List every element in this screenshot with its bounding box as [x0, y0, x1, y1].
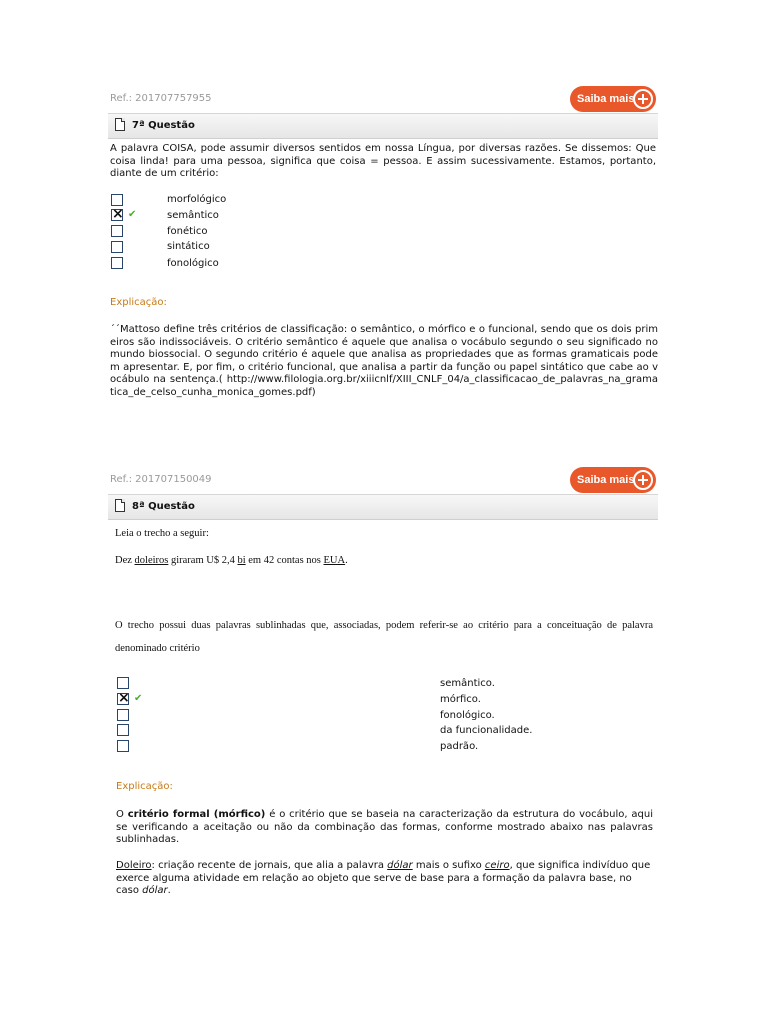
underlined-word: dólar — [387, 860, 413, 871]
explanation-text: , que significa indivíduo que exerce alguma atividade em relação ao objeto que serve de base para a formação da palavra base, no caso — [116, 860, 651, 896]
check-icon: ✔ — [128, 209, 137, 220]
plus-icon — [633, 89, 653, 109]
document-icon — [115, 118, 125, 131]
q8-title: 8ª Questão — [132, 501, 195, 512]
q8-ref: Ref.: 201707150049 — [110, 474, 212, 485]
q7-option-checkbox[interactable] — [111, 257, 123, 269]
saiba-mais-label: Saiba mais — [577, 474, 635, 486]
q7-title: 7ª Questão — [132, 120, 195, 131]
underlined-word: EUA — [323, 555, 346, 566]
q8-option-label: padrão. — [440, 741, 479, 752]
q8-explicacao-label: Explicação: — [116, 781, 173, 792]
sentence-text: giraram U$ 2,4 — [168, 555, 238, 566]
q8-option-label: da funcionalidade. — [440, 725, 533, 736]
q8-intro: Leia o trecho a seguir: — [115, 528, 209, 539]
underlined-word: doleiros — [134, 555, 169, 566]
q8-option-label: fonológico. — [440, 710, 495, 721]
q8-explanation-1 — [116, 809, 653, 847]
q7-option-label: morfológico — [167, 194, 227, 205]
q7-option-label: semântico — [167, 210, 219, 221]
q8-option-checkbox[interactable] — [117, 724, 129, 736]
q8-header — [108, 494, 658, 520]
explanation-text: é o critério que se baseia na caracterização da estrutura do vocábulo, aqui se verificando a aceitação ou não da combinação das formas, conforme mostrado abaixo nas palavras sublinhadas. — [116, 809, 653, 845]
q7-option-label: fonológico — [167, 258, 219, 269]
q8-statement: O trecho possui duas palavras sublinhadas que, associadas, podem referir-se ao critério para a conceituação de palavra denominado critério — [115, 620, 653, 654]
q7-explicacao-label: Explicação: — [110, 297, 167, 308]
underlined-word: bi — [237, 555, 246, 566]
q8-option-checkbox[interactable] — [117, 677, 129, 689]
underlined-word: Doleiro — [116, 860, 152, 871]
explanation-text: mais o sufixo — [412, 860, 485, 871]
q7-ref: Ref.: 201707757955 — [110, 93, 212, 104]
sentence-text: em 42 contas nos — [245, 555, 324, 566]
plus-icon — [633, 470, 653, 490]
saiba-mais-label: Saiba mais — [577, 93, 635, 105]
document-icon — [115, 499, 125, 512]
q7-option-checkbox[interactable] — [111, 225, 123, 237]
sentence-text: . — [345, 555, 348, 566]
q7-explanation: ´´Mattoso define três critérios de classificação: o semântico, o mórfico e o funcional, sendo que os dois primeiros são indissociáveis. O critério semântico é aquele que analisa o vocábulo segundo o seu significado no mundo biossocial. O segundo critério é aquele que analisa as propriedades que as formas gramaticais podem apresentar. E, por fim, o critério funcional, que analisa a partir da função ou papel sintático que cabe ao vocábulo na sentença.( http://www.filologia.org.br/xiiicnlf/XIII_CNLF_04/a_classificacao_de_palavras_na_gramatica_de_celso_cunha_monica_gomes.pdf) — [110, 324, 658, 398]
q7-option-checkbox[interactable] — [111, 194, 123, 206]
explanation-text: : criação recente de jornais, que alia a palavra — [151, 860, 388, 871]
explanation-text: . — [167, 885, 171, 896]
explanation-text: O — [116, 809, 128, 820]
q8-option-label: semântico. — [440, 678, 495, 689]
q8-option-checkbox-selected[interactable] — [117, 693, 129, 705]
sentence-text: Dez — [115, 555, 135, 566]
q7-option-checkbox[interactable] — [111, 241, 123, 253]
q7-option-label: sintático — [167, 241, 210, 252]
q8-saiba-mais-button[interactable] — [570, 467, 656, 493]
q7-statement: A palavra COISA, pode assumir diversos sentidos em nossa Língua, por diversas razões. Se dissemos: Que coisa linda! para uma pessoa, significa que coisa = pessoa. E assim sucessivamente. Estamos, portanto, diante de um critério: — [110, 143, 656, 179]
explanation-bold: critério formal (mórfico) — [127, 809, 266, 820]
check-icon: ✔ — [134, 693, 143, 704]
q8-sentence — [115, 555, 348, 566]
q7-option-label: fonético — [167, 226, 208, 237]
q7-option-checkbox-selected[interactable] — [111, 209, 123, 221]
q8-explanation-2 — [116, 860, 653, 898]
underlined-word: ceiro — [484, 860, 510, 871]
q7-saiba-mais-button[interactable] — [570, 86, 656, 112]
q8-option-checkbox[interactable] — [117, 709, 129, 721]
q7-header — [108, 113, 658, 139]
italic-word: dólar — [142, 885, 168, 896]
q8-option-label: mórfico. — [440, 694, 481, 705]
q8-option-checkbox[interactable] — [117, 740, 129, 752]
